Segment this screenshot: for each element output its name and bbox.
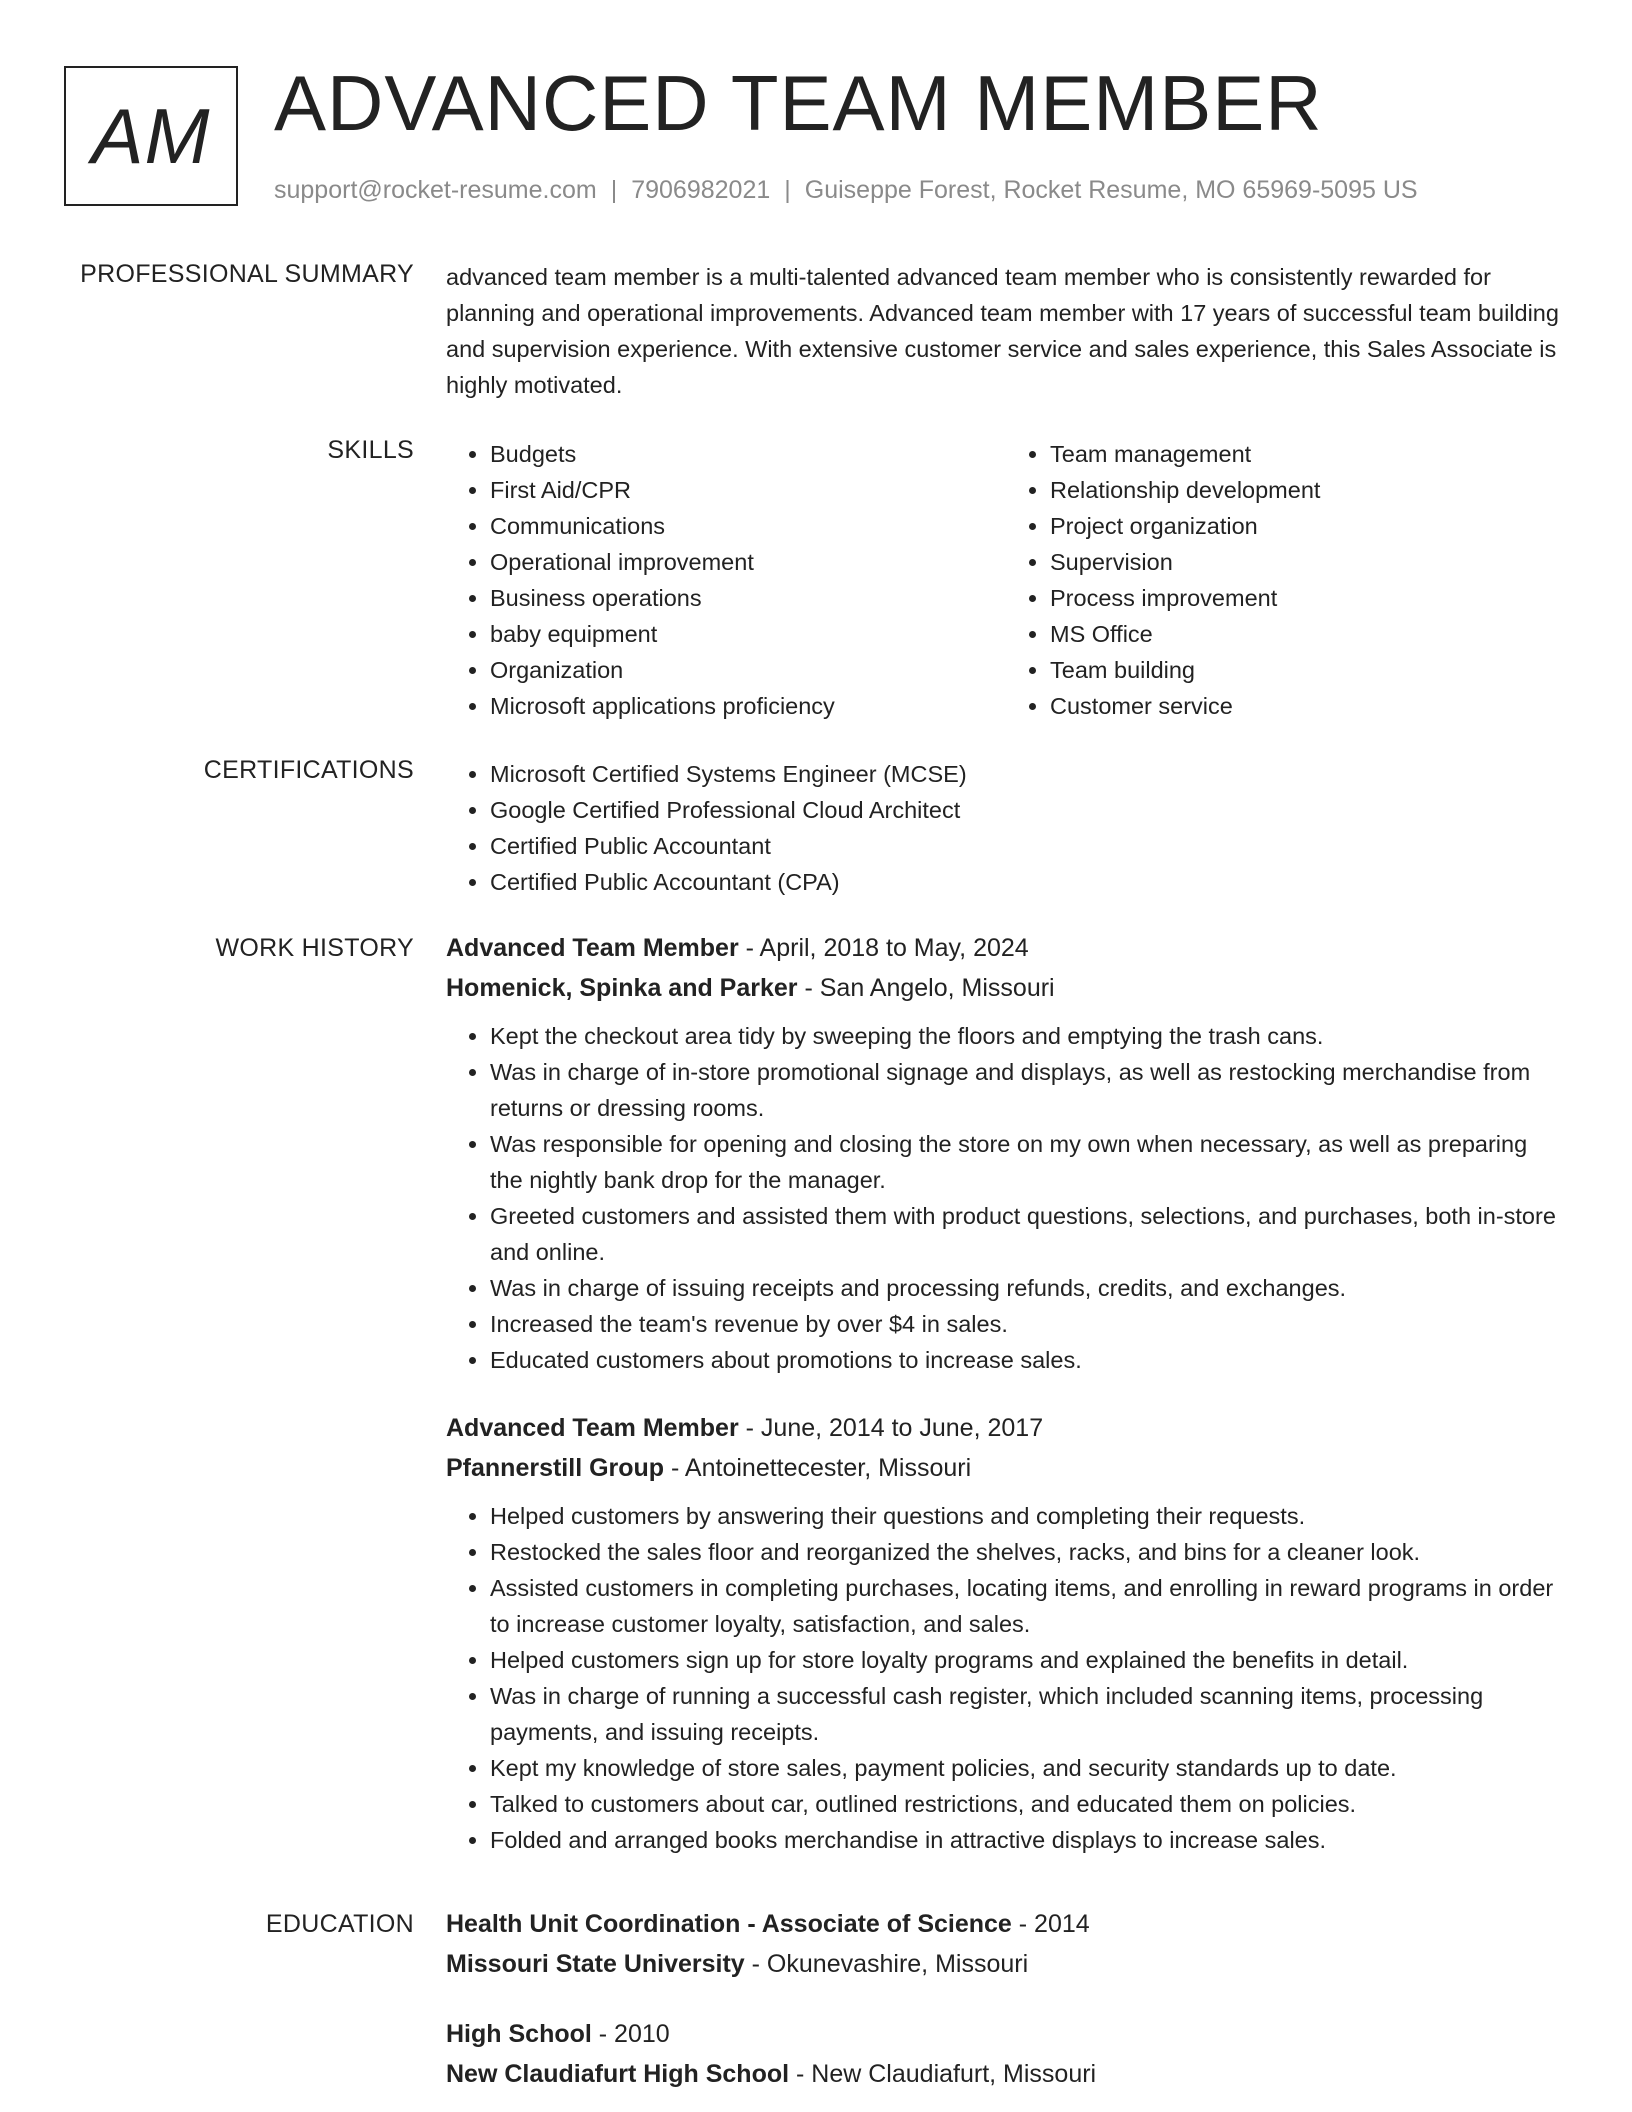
contact-line	[274, 176, 1418, 205]
skills-list-right	[1006, 436, 1566, 724]
skill-item: • Relationship development	[1050, 472, 1566, 508]
education-body	[446, 1904, 1566, 2094]
section-label-summary: PROFESSIONAL SUMMARY	[80, 260, 414, 288]
job-bullet: • Increased the team's revenue by over $4 in sales.	[490, 1306, 1566, 1342]
skill-item: • Supervision	[1050, 544, 1566, 580]
skill-item: • Business operations	[490, 580, 1006, 616]
job-bullet: • Was in charge of issuing receipts and processing refunds, credits, and exchanges.	[490, 1270, 1566, 1306]
education-school-line	[446, 2054, 1566, 2094]
skill-item: • Organization	[490, 652, 1006, 688]
phone-number[interactable]: 7906982021	[631, 176, 771, 204]
skill-item: • Communications	[490, 508, 1006, 544]
education-entry	[446, 1904, 1566, 1984]
certifications-list-wrap	[446, 756, 1566, 900]
education-degree-line	[446, 2014, 1566, 2054]
skill-item: • MS Office	[1050, 616, 1566, 652]
skill-item: • Team building	[1050, 652, 1566, 688]
section-label-education: EDUCATION	[265, 1910, 414, 1938]
job-bullet: • Was responsible for opening and closing the store on my own when necessary, as well as preparing the nightly bank drop for the manager.	[490, 1126, 1566, 1198]
skill-item: • Team management	[1050, 436, 1566, 472]
certification-item: • Google Certified Professional Cloud Architect	[490, 792, 1566, 828]
job-bullets	[446, 1498, 1566, 1858]
skill-item: • Budgets	[490, 436, 1006, 472]
job-bullet: • Educated customers about promotions to increase sales.	[490, 1342, 1566, 1378]
summary-text: advanced team member is a multi-talented advanced team member who is consistently rewarded for planning and operational improvements. Advanced team member with 17 years of successful team building and supervision experience. With extensive customer service and sales experience, this Sales Associate is highly motivated.	[446, 264, 1559, 398]
monogram: AM	[64, 66, 238, 206]
job-bullet: • Assisted customers in completing purchases, locating items, and enrolling in reward programs in order to increase customer loyalty, satisfaction, and sales.	[490, 1570, 1566, 1642]
job-bullet: • Was in charge of running a successful cash register, which included scanning items, processing payments, and issuing receipts.	[490, 1678, 1566, 1750]
job-title: Advanced Team Member	[446, 934, 739, 962]
job-entry	[446, 1408, 1566, 1858]
certifications-list	[446, 756, 1566, 900]
job-company-line	[446, 968, 1566, 1008]
job-bullet: • Kept the checkout area tidy by sweeping the floors and emptying the trash cans.	[490, 1018, 1566, 1054]
candidate-name: ADVANCED TEAM MEMBER	[274, 59, 1323, 147]
job-dates: - June, 2014 to June, 2017	[738, 1414, 1044, 1442]
skills-columns	[446, 436, 1566, 724]
work-history-body	[446, 928, 1566, 1858]
job-dates: - April, 2018 to May, 2024	[738, 934, 1029, 962]
job-company: Homenick, Spinka and Parker	[446, 974, 798, 1002]
job-title-line	[446, 928, 1566, 968]
skill-item: • Customer service	[1050, 688, 1566, 724]
job-bullet: • Folded and arranged books merchandise in attractive displays to increase sales.	[490, 1822, 1566, 1858]
skill-item: • Microsoft applications proficiency	[490, 688, 1006, 724]
job-bullet: • Talked to customers about car, outlined restrictions, and educated them on policies.	[490, 1786, 1566, 1822]
job-bullet: • Was in charge of in-store promotional signage and displays, as well as restocking merchandise from returns or dressing rooms.	[490, 1054, 1566, 1126]
skill-item: • Operational improvement	[490, 544, 1006, 580]
skill-item: • First Aid/CPR	[490, 472, 1006, 508]
job-location: - Antoinettecester, Missouri	[664, 1454, 972, 1482]
job-company: Pfannerstill Group	[446, 1454, 665, 1482]
skills-list-left	[446, 436, 1006, 724]
job-bullet: • Helped customers by answering their questions and completing their requests.	[490, 1498, 1566, 1534]
job-bullet: • Helped customers sign up for store loyalty programs and explained the benefits in detail.	[490, 1642, 1566, 1678]
address: Guiseppe Forest, Rocket Resume, MO 65969-5095 US	[804, 176, 1418, 204]
job-bullet: • Kept my knowledge of store sales, payment policies, and security standards up to date.	[490, 1750, 1566, 1786]
education-school-line	[446, 1944, 1566, 1984]
section-label-work-history: WORK HISTORY	[215, 934, 414, 962]
education-year: - 2014	[1011, 1910, 1090, 1938]
education-degree: High School	[446, 2020, 592, 2048]
certification-item: • Certified Public Accountant	[490, 828, 1566, 864]
education-degree-line	[446, 1904, 1566, 1944]
job-bullet: • Greeted customers and assisted them with product questions, selections, and purchases, both in-store and online.	[490, 1198, 1566, 1270]
education-location: - Okunevashire, Missouri	[744, 1950, 1029, 1978]
job-bullet: • Restocked the sales floor and reorganized the shelves, racks, and bins for a cleaner look.	[490, 1534, 1566, 1570]
contact-separator: |	[610, 176, 618, 204]
certification-item: • Microsoft Certified Systems Engineer (MCSE)	[490, 756, 1566, 792]
education-school: New Claudiafurt High School	[446, 2060, 790, 2088]
job-title: Advanced Team Member	[446, 1414, 739, 1442]
education-entry	[446, 2014, 1566, 2094]
job-location: - San Angelo, Missouri	[797, 974, 1055, 1002]
job-title-line	[446, 1408, 1566, 1448]
contact-separator: |	[784, 176, 791, 204]
skill-item: • Process improvement	[1050, 580, 1566, 616]
job-company-line	[446, 1448, 1566, 1488]
education-school: Missouri State University	[446, 1950, 745, 1978]
education-location: - New Claudiafurt, Missouri	[789, 2060, 1097, 2088]
education-year: - 2010	[591, 2020, 670, 2048]
section-label-skills: SKILLS	[327, 436, 414, 464]
certification-item: • Certified Public Accountant (CPA)	[490, 864, 1566, 900]
skill-item: • Project organization	[1050, 508, 1566, 544]
email-link[interactable]: support@rocket-resume.com	[274, 176, 597, 204]
job-bullets	[446, 1018, 1566, 1378]
section-label-certifications: CERTIFICATIONS	[203, 756, 414, 784]
skill-item: • baby equipment	[490, 616, 1006, 652]
education-degree: Health Unit Coordination - Associate of Science	[446, 1910, 1012, 1938]
job-entry	[446, 928, 1566, 1378]
